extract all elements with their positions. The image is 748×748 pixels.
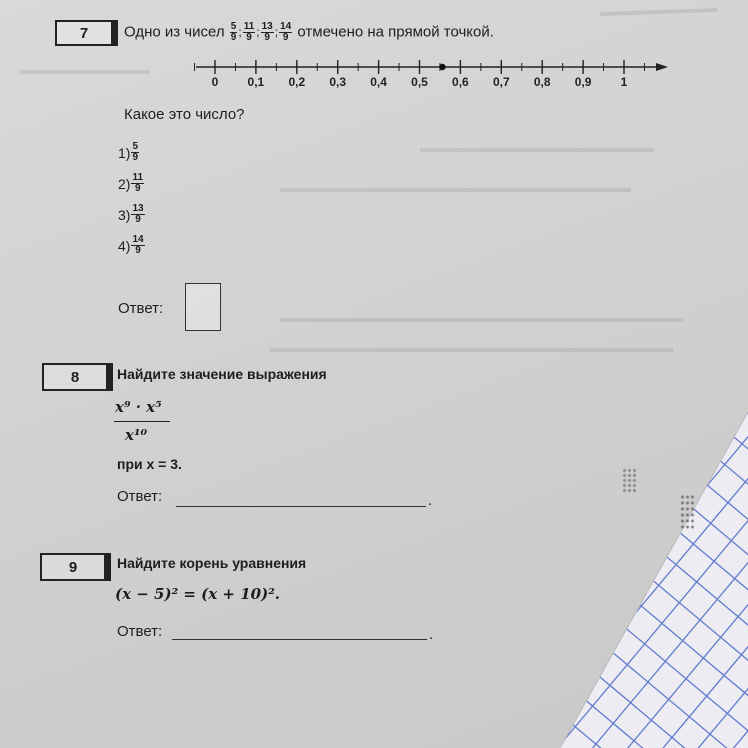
task-8-answer-end: . [428, 492, 433, 509]
task-7-intro: Одно из чисел [124, 23, 225, 41]
fraction-numerator: 5 [132, 141, 139, 152]
axis-tick-label: 0,8 [533, 75, 551, 89]
axis-tick-label: 0,1 [247, 75, 265, 89]
fraction-numerator: 13 [261, 21, 273, 32]
task-8-number: 8 [70, 368, 80, 386]
fraction-separator: ; [256, 25, 260, 40]
option-label: 2) [118, 175, 131, 192]
task-9-number: 9 [68, 558, 78, 576]
bleed-through-shadow: ▬▬▬▬▬▬▬▬▬▬▬▬▬▬▬▬▬▬▬▬▬▬▬▬▬▬▬ [280, 180, 631, 195]
axis-tick-label: 0,4 [370, 75, 387, 89]
axis-tick-label: 0 [211, 75, 219, 89]
fraction-numerator: 5 [230, 21, 237, 32]
task-9-answer-end: . [429, 626, 434, 643]
task-8-title: Найдите значение выражения [117, 366, 327, 382]
ink-smudge [622, 468, 636, 494]
axis-tick-label: 0,7 [492, 75, 510, 89]
fraction-denominator: 9 [135, 214, 141, 225]
bleed-through-shadow: ▬▬▬▬▬▬▬▬▬▬▬▬▬▬▬▬▬▬▬▬▬▬▬▬▬▬▬▬▬▬▬ [270, 340, 673, 355]
fraction-denominator: 9 [135, 245, 141, 256]
task-9-title: Найдите корень уравнения [117, 555, 307, 571]
task-8-condition: при x = 3. [117, 456, 182, 472]
bleed-through-shadow: ▬▬▬▬▬▬▬▬▬ [599, 0, 718, 20]
bleed-through-shadow: ▬▬▬▬▬▬▬▬▬▬ [20, 62, 150, 77]
option-label: 3) [118, 206, 131, 223]
axis-tick-label: 0,2 [288, 75, 306, 89]
fraction-separator: ; [274, 25, 279, 40]
axis-tick-label: 0,9 [574, 75, 592, 89]
task-8-denominator: x¹⁰ [125, 426, 148, 444]
task-8-answer-label: Ответ: [117, 488, 163, 505]
task-7-number: 7 [79, 24, 89, 42]
bleed-through-shadow: ▬▬▬▬▬▬▬▬▬▬▬▬▬▬▬▬▬▬ [420, 140, 654, 155]
task-8-numerator: x⁹ · x⁵ [115, 398, 162, 416]
fraction-denominator: 9 [132, 152, 139, 163]
task-9-equation: (x − 5)² = (x + 10)². [115, 585, 280, 603]
fraction-denominator: 9 [264, 32, 270, 43]
task-7-tail: отмечено на прямой точкой. [297, 23, 494, 41]
fraction-denominator: 9 [246, 32, 252, 43]
fraction-denominator: 9 [230, 32, 237, 43]
option-label: 4) [118, 237, 131, 254]
axis-tick-label: 1 [620, 75, 628, 89]
axis-tick-label: 0,6 [452, 75, 469, 89]
bleed-through-shadow: ▬▬▬▬▬▬▬▬▬▬▬▬▬▬▬▬▬▬▬▬▬▬▬▬▬▬▬▬▬▬▬ [280, 310, 683, 325]
axis-tick-label: 0,5 [411, 75, 428, 89]
option-label: 1) [118, 144, 131, 161]
fraction-numerator: 14 [280, 21, 292, 32]
task-7-question: Какое это число? [124, 106, 245, 123]
fraction-denominator: 9 [134, 183, 141, 194]
fraction-numerator: 14 [132, 234, 144, 245]
fraction-numerator: 11 [243, 21, 255, 32]
task-7-answer-label: Ответ: [118, 300, 164, 317]
ink-smudge [680, 494, 694, 530]
fraction-numerator: 13 [132, 203, 144, 214]
axis-tick-label: 0,3 [329, 75, 347, 89]
fraction-separator: ; [238, 25, 242, 40]
fraction-denominator: 9 [282, 32, 289, 43]
fraction-numerator: 11 [132, 172, 144, 183]
task-9-answer-label: Ответ: [117, 623, 163, 640]
